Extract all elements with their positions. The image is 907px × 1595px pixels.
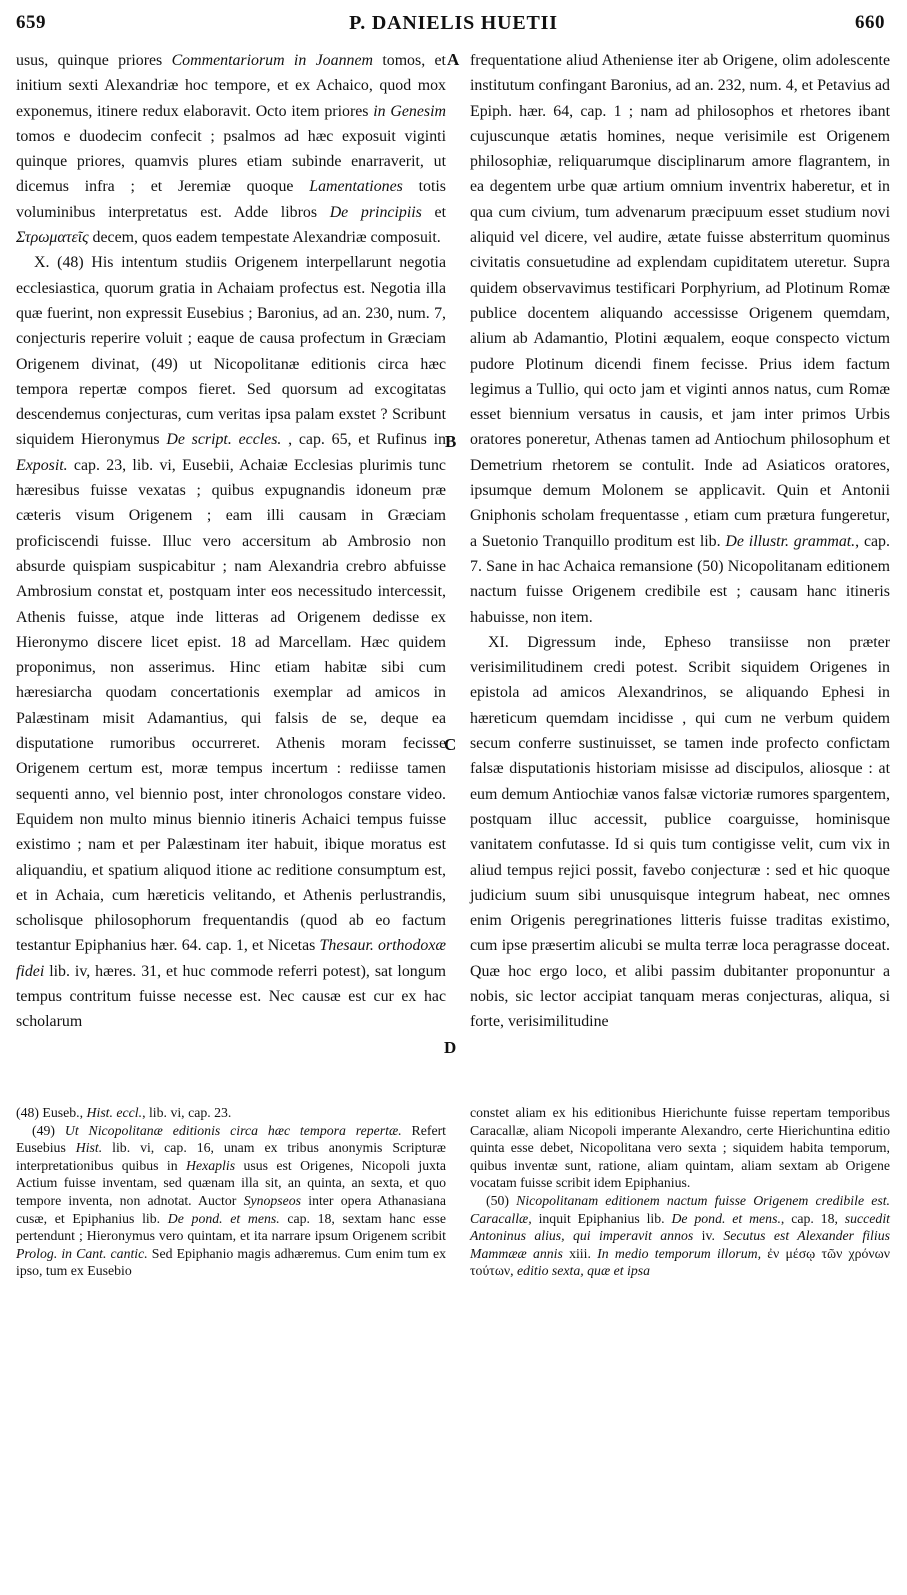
left-column-text-run: cap. 23, lib. vi, Eusebii, Achaiæ Ecclesias plurimis tunc hæresibus fuisse vexatas ; quibus expugnandis idoneum præ cæteris visum Origenem ; eam illi causam in Græciam proficiscendi fuisse. Illuc vero accersitum ab Ambrosio non absurde quispiam suspicabitur ; nam Alexandria crebro abfuisse Ambrosium constat et, postquam inter eos necessitudo intercessit, Athenis fuisse, atque inde litteras ad Origenem dedisse ex Hieronymo discere licet epist. 18 ad Marcellam. Hæc quidem proponimus, non asserimus. Hinc etiam habitæ sibi cum hæresiarcha quodam concertationis exemplar ad amicos in Palæstinam misit Adamantius, qui falsis de se, deque ea disputatione rumoribus occurreret. Athenis moram fecisse Origenem certum est, moræ tempus incertum : rediisse tamen sequenti anno, vel biennio post, inter chronologos constare video. Equidem non multo minus biennio itineris Achaici tempus fuisse existimo ; nam et per Palæstinam iter habuit, ibique moratus est aliquandiu, et spatium aliquod itione ac reditione consumptum est, et in Achaia, cum hæreticis velitando, et Athenis perlustrandis, scholisque philosophorum frequentandis (quod ab eo factum testantur Epiphanius hær. 64. cap. 1, et Nicetas xyxy=(16,456,446,955)
footnote-right-text-run: xiii. xyxy=(562,1245,598,1261)
right-column-text-run: XI. Digressum inde, Epheso transiisse non præter verisimilitudinem credi potest. Scribit siquidem Origenes in epistola ad amicos Alexandrinos, se aliquando Ephesi in hæreticum quemdam incidisse , qui cum ne verbum quidem secum conferre sustinuisset, se tamen inde profecto confictam falsæ disputationis historiam misisse ad discipulos, aliosque : at eum demum Antiochiæ vanos falsæ victoriæ rumores spargentem, postquam illuc accessit, publice coarguisse, hominisque vanitatem confutasse. Id si quis tum contigisse velit, cum vix in aliud tempus rejici possit, favebo conjecturæ : sed et hic quoque judicium suum sibi unusquisque integrum habeat, nec omnes enim Origenis peregrinationes litteris fuisse traditas existimo, cum ipse præsertim alicubi se multa terræ loca peragrasse doceat. Quæ hoc ergo loco, et alibi passim dubitanter proponuntur a nobis, sic lector accipiat tanquam meras conjecturas, aliqua, si forte, verisimilitudine xyxy=(470,633,890,1031)
left-column-text-run: usus, quinque priores xyxy=(16,52,172,69)
footnote-right-text-run: constet aliam ex his editionibus Hierichunte fuisse repertam temporibus Caracallæ, aliam Nicopoli imperante Alexandro, certe Hierichuntina editio quinta esse debet, Nicopolitana vero sexta ; siquidem habita temporum, quibus inventæ sunt, ratione, aliam quintam, aliam sextam ab Origene vocatam fuisse scribit idem Epiphanius. xyxy=(470,1105,890,1191)
left-column-text-run: , cap. 65, et Rufinus in xyxy=(281,431,446,449)
footnote-left-italic-run: Hist. xyxy=(75,1140,103,1156)
right-column-italic-run: De illustr. grammat. xyxy=(725,532,856,550)
left-column-italic-run: Στρωματεῖς xyxy=(16,229,89,247)
left-column-italic-run: in Genesim xyxy=(373,102,446,120)
footnote-left-text-run: Refert Eusebius xyxy=(16,1122,446,1156)
footnotes-left-column xyxy=(16,1104,446,1280)
footnote-right-italic-run: editio sexta, quæ et ipsa xyxy=(517,1263,651,1279)
footnote-left-italic-run: De pond. et mens. xyxy=(167,1210,280,1226)
footnote-right-text-run: ἐν μέσῳ τῶν χρόνων τούτων, xyxy=(470,1245,890,1279)
left-column-italic-run: De script. eccles. xyxy=(166,431,282,449)
right-column-text-run: , cap. 7. Sane in hac Achaica remansione (50) Nicopolitanam editionem nactum fuisse Origenem credibile est ; causam hanc itineris habuisse, non item. xyxy=(470,532,890,626)
left-column-italic-run: Exposit. xyxy=(16,456,68,474)
running-title: P. DANIELIS HUETII xyxy=(349,12,558,34)
footnote-left-italic-run: Hist. eccl. xyxy=(86,1105,143,1120)
footnote-left-text-run: (48) Euseb., xyxy=(16,1105,87,1120)
left-column-text-run: totis voluminibus interpretatus est. Adde libros xyxy=(16,178,446,221)
left-column-italic-run: Commentariorum in Joannem xyxy=(171,52,373,69)
footnote-right-text-run: inquit Epiphanius lib. xyxy=(531,1210,672,1226)
right-column-text-run: frequentatione aliud Atheniense iter ab Origene, olim adolescente institutum confingant Baronius, ad an. 232, num. 4, et Petavius ad Epiph. hær. 64, cap. 1 ; nam ad philosophos et rhetores ibant cujuscunque ætatis homines, neque verisimile est Origenem philosophiæ, reliquarumque disciplinarum amore flagrantem, in ea degentem urbe quæ artium omnium inventrix haberetur, et in qua cum civium, tum advenarum præcipuum esset studium novi aliquid vel dicere, vel audire, ætate fuisse absterritum quominus civitatis consuetudine ad explendam cupiditatem uteretur. Supra quidem observavimus testificari Porphyrium, ad Plotinum Romæ publice docentem aliquando accessisse Origenem quemdam, alium ab Adamantio, Plotini æqualem, eoque conspecto victum pudore Plotinum dicendi finem fecisse. Prius idem factum legimus a Tullio, qui octo jam et viginti annos natus, cum Romæ esset biennium versatus in causis, et jam inter primos Urbis oratores poneretur, Athenas tamen ad Antiochum philosophum et Demetrium rhetorem se contulit. Inde ad Asiaticos oratores, ipsumque demum Molonem se applicavit. Quin et Antonii Gniphonis scholam frequentasse , etiam cum prætura fungeretur, a Suetonio Tranquillo proditum est lib. xyxy=(470,52,890,550)
footnote-left-paragraph xyxy=(16,1104,446,1122)
left-text-column xyxy=(16,48,446,1035)
left-column-text-run: et xyxy=(421,203,447,221)
footnote-right-italic-run: De pond. et mens. xyxy=(671,1210,781,1226)
page-number-left: 659 xyxy=(16,12,46,33)
footnote-left-italic-run: Ut Nicopolitanæ editionis circa hæc tempora repertæ. xyxy=(64,1122,402,1138)
footnote-left-italic-run: Synopseos xyxy=(243,1192,302,1208)
left-column-paragraph xyxy=(16,250,446,1034)
footnote-right-italic-run: In medio temporum illorum, xyxy=(597,1245,762,1261)
footnote-right-italic-run: Secutus est Alexander filius Mammææ annis xyxy=(470,1228,890,1261)
footnote-left-text-run: Sed Epiphanio magis adhæremus. Cum enim tum ex ipso, tum ex Eusebio xyxy=(16,1245,446,1279)
footnote-right-paragraph xyxy=(470,1192,890,1280)
footnote-right-italic-run: Nicopolitanam editionem nactum fuisse Origenem credibile est. Caracallæ, xyxy=(470,1192,890,1226)
footnote-left-text-run: , lib. vi, cap. 23. xyxy=(142,1105,232,1120)
footnote-left-italic-run: Hexaplis xyxy=(186,1157,236,1173)
footnote-right-text-run: (50) xyxy=(486,1192,517,1208)
footnotes-right-column xyxy=(470,1104,890,1280)
footnote-right-paragraph xyxy=(470,1104,890,1192)
page-number-right: 660 xyxy=(855,12,885,33)
left-column-text-run: tomos e duodecim confecit ; psalmos ad hæc exposuit viginti quinque priores, quamvis plures etiam subinde enarraverit, ut dicemus infra ; et Jeremiæ quoque xyxy=(16,127,446,196)
running-header xyxy=(0,12,907,42)
right-text-column xyxy=(470,48,890,1035)
right-column-paragraph xyxy=(470,48,890,630)
right-column-paragraph xyxy=(470,630,890,1035)
section-marker-a: A xyxy=(447,50,460,69)
footnote-left-text-run: (49) xyxy=(32,1122,65,1138)
footnote-right-text-run: iv. xyxy=(693,1228,724,1244)
footnote-left-text-run: inter opera Athanasiana cusæ, et Epiphanius lib. xyxy=(16,1192,446,1226)
left-column-text-run: lib. iv, hæres. 31, et huc commode referri potest), sat longum tempus contritum fuisse necesse est. Nec causæ est cur ex hac scholarum xyxy=(16,962,446,1031)
section-marker-c: C xyxy=(444,735,457,754)
left-column-paragraph xyxy=(16,48,446,250)
left-column-text-run: tomos, et initium sexti Alexandriæ hoc tempore, et ex Achaico, quod mox exponemus, itinere redux elaboravit. Octo item priores xyxy=(16,52,446,120)
footnote-left-paragraph xyxy=(16,1122,446,1280)
left-column-italic-run: De principiis xyxy=(329,203,422,221)
footnote-right-italic-run: succedit Antoninus alius, qui imperavit annos xyxy=(470,1210,890,1244)
left-column-text-run: X. (48) His intentum studiis Origenem interpellarunt negotia ecclesiastica, quorum gratia in Achaiam profectus est. Negotia illa quæ fuerint, non expressit Eusebius ; Baronius, ad an. 230, num. 7, conjecturis reperire voluit ; eaque de causa profectum in Græciam Origenem divinat, (49) ut Nicopolitanæ editionis circa hæc tempora repertæ compos fieret. Sed quorsum ad excogitatas descendemus conjecturas, cum veritas ipsa palam exstet ? Scribunt siquidem Hieronymus xyxy=(16,254,446,449)
section-marker-b: B xyxy=(445,432,457,451)
footnote-right-text-run: , cap. 18, xyxy=(780,1210,845,1226)
section-marker-d: D xyxy=(444,1038,457,1057)
left-column-italic-run: Thesaur. orthodoxæ fidei xyxy=(16,937,446,980)
left-column-italic-run: Lamentationes xyxy=(309,178,403,196)
footnote-left-text-run: usus est Origenes, Nicopoli juxta Actium fuisse inventam, sed quænam illa sit, an quinta, an sexta, et quo tempore inventa, non adnotat. Auctor xyxy=(16,1157,446,1208)
footnote-left-text-run: cap. 18, sextam hanc esse pertendunt ; Hieronymus vero quintam, et ita narrare ipsum Origenem scribit xyxy=(16,1210,446,1244)
footnote-left-text-run: lib. vi, cap. 16, unam ex tribus anonymis Scripturæ interpretationibus quibus in xyxy=(16,1140,446,1173)
footnote-left-italic-run: Prolog. in Cant. cantic. xyxy=(16,1245,148,1261)
left-column-text-run: decem, quos eadem tempestate Alexandriæ composuit. xyxy=(88,229,441,247)
